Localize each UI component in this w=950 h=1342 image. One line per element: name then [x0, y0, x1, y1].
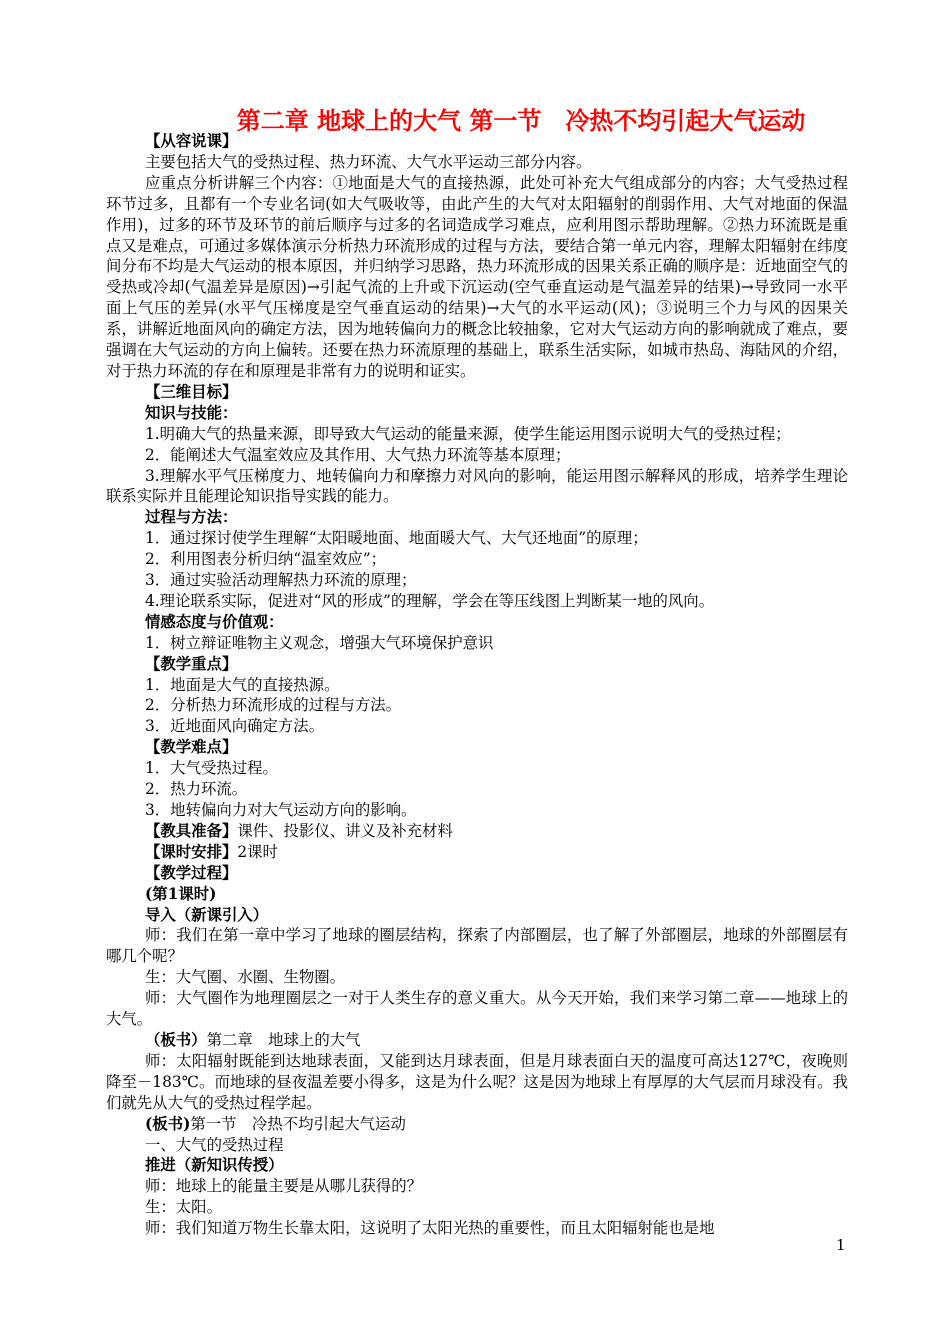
subheading-attitude: 情感态度与价值观：: [145, 612, 284, 631]
subheading-knowledge: 知识与技能：: [145, 403, 238, 422]
page-number: 1: [836, 1236, 846, 1254]
dialogue-line: 师：地球上的能量主要是从哪儿获得的？: [145, 1177, 423, 1196]
dialogue-line: 师：我们在第一章中学习了地球的圈层结构，探索了内部圈层，也了解了外部圈层，地球的外部圈层有哪几个呢？: [106, 926, 848, 966]
section-heading-tools: 【教具准备】: [145, 821, 238, 840]
section-heading-process: 【教学过程】: [145, 863, 238, 882]
dialogue-line: 生：太阳。: [145, 1198, 222, 1217]
subsection-title: 一、大气的受热过程: [145, 1135, 284, 1154]
list-item: 3.理解水平气压梯度力、地转偏向力和摩擦力对风向的影响，能运用图示解释风的形成，培养学生理论联系实际并且能理论知识指导实践的能力。: [106, 466, 848, 506]
paragraph: 应重点分析讲解三个内容：①地面是大气的直接热源，此处可补充大气组成部分的内容；大气受热过程环节过多，且都有一个专业名词(如大气吸收等，由此产生的大气对太阳辐射的削弱作用、大气对地面的保温作用)，过多的环节及环节的前后顺序与过多的名词造成学习难点，应利用图示帮助理解。②热力环流既是重点又是难点，可通过多媒体演示分析热力环流形成的过程与方法，要结合第一单元内容，理解太阳辐射在纬度间分布不均是大气运动的根本原因，并归纳学习思路，热力环流形成的因果关系正确的顺序是：近地面空气的受热或冷却(气温差异是原因)→引起气流的上升或下沉运动(空气垂直运动是气温差异的结果)→导致同一水平面上气压的差异(水平气压梯度是空气垂直运动的结果)→大气的水平运动(风)；③说明三个力与风的因果关系，讲解近地面风向的确定方法，因为地转偏向力的概念比较抽象，它对大气运动方向的影响就成了难点，要强调在大气运动的方向上偏转。还要在热力环流原理的基础上，联系生活实际，如城市热岛、海陆风的介绍，对于热力环流的存在和原理是非常有力的说明和证实。: [106, 173, 848, 380]
body-text: [106, 131, 848, 1239]
board-text: 第二章 地球上的大气: [206, 1030, 361, 1049]
section-heading-goals: 【三维目标】: [145, 382, 238, 401]
schedule-text: 2课时: [237, 842, 278, 861]
dialogue-line: 师：我们知道万物生长靠太阳，这说明了太阳光热的重要性，而且太阳辐射能也是地: [145, 1219, 715, 1238]
section-heading-difficulties: 【教学难点】: [145, 738, 238, 757]
board-label: (板书): [145, 1114, 191, 1133]
list-item: 1．大气受热过程。: [145, 759, 278, 778]
list-item: 2．能阐述大气温室效应及其作用、大气热力环流等基本原理；: [145, 445, 571, 464]
schedule-line: [106, 842, 848, 863]
dialogue-line: 师：大气圈作为地理圈层之一对于人类生存的意义重大。从今天开始，我们来学习第二章——地球上的大气。: [106, 989, 848, 1029]
list-item: 1.明确大气的热量来源，即导致大气运动的能量来源，使学生能运用图示说明大气的受热过程；: [145, 424, 791, 443]
board-line: [106, 1030, 848, 1051]
tools-text: 课件、投影仪、讲义及补充材料: [237, 821, 453, 840]
lesson-label: (第1课时): [145, 884, 217, 903]
dialogue-line: 生：大气圈、水圈、生物圈。: [145, 968, 346, 987]
board-label: （板书）: [145, 1030, 207, 1049]
paragraph: 主要包括大气的受热过程、热力环流、大气水平运动三部分内容。: [145, 152, 592, 171]
list-item: 1．树立辩证唯物主义观念，增强大气环境保护意识: [145, 633, 494, 652]
list-item: 2．分析热力环流形成的过程与方法。: [145, 696, 402, 715]
list-item: 1．地面是大气的直接热源。: [145, 675, 340, 694]
section-heading-schedule: 【课时安排】: [145, 842, 238, 861]
subheading-advance: 推进（新知识传授）: [145, 1156, 284, 1175]
subheading-process: 过程与方法：: [145, 508, 238, 527]
list-item: 2．利用图表分析归纳“温室效应”；: [145, 550, 386, 569]
list-item: 4.理论联系实际，促进对“风的形成”的理解，学会在等压线图上判断某一地的风向。: [145, 591, 715, 610]
list-item: 1．通过探讨使学生理解“太阳暖地面、地面暖大气、大气还地面”的原理；: [145, 529, 648, 548]
board-line: [106, 1114, 848, 1135]
list-item: 2．热力环流。: [145, 780, 248, 799]
board-text: 第一节 冷热不均引起大气运动: [190, 1114, 406, 1133]
list-item: 3．地转偏向力对大气运动方向的影响。: [145, 801, 417, 819]
list-item: 3．近地面风向确定方法。: [145, 717, 325, 736]
page-title: 第二章 地球上的大气 第一节 冷热不均引起大气运动: [236, 106, 806, 135]
section-heading-key-points: 【教学重点】: [145, 654, 238, 673]
list-item: 3．通过实验活动理解热力环流的原理；: [145, 571, 417, 590]
tools-line: [106, 821, 848, 842]
section-heading-intro: 【从容说课】: [145, 132, 238, 150]
subheading-intro: 导入（新课引入）: [145, 905, 269, 924]
dialogue-line: 师：太阳辐射既能到达地球表面，又能到达月球表面，但是月球表面白天的温度可高达127℃，夜晚则降至－183℃。而地球的昼夜温差要小得多，这是为什么呢？这是因为地球上有厚厚的大气层而月球没有。我们就先从大气的受热过程学起。: [106, 1051, 848, 1112]
